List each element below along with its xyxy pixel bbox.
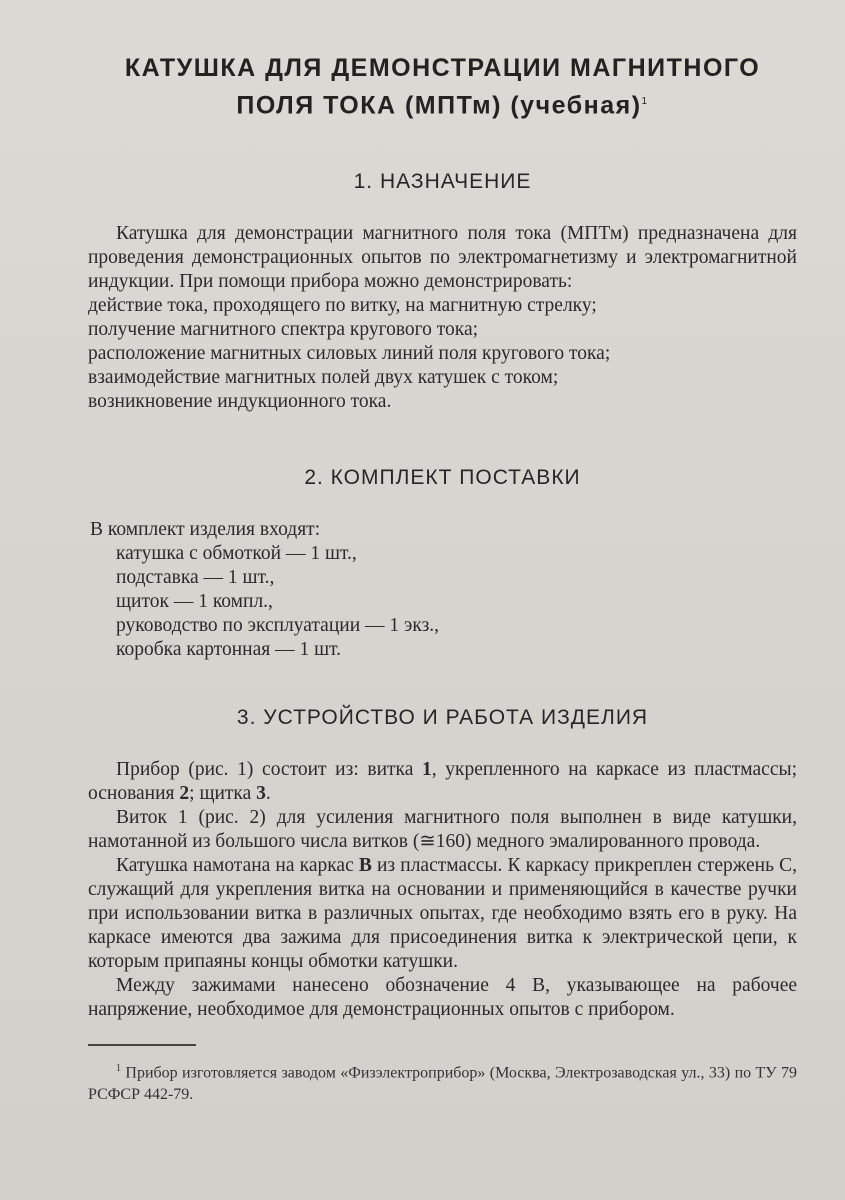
section-3-heading: 3. УСТРОЙСТВО И РАБОТА ИЗДЕЛИЯ — [236, 706, 649, 730]
section-2-intro: В комплект изделия входят: — [90, 519, 321, 541]
list-item: коробка картонная — 1 шт. — [116, 639, 342, 661]
section-1-list — [88, 294, 797, 414]
title-footnote-mark: 1 — [641, 96, 649, 107]
list-item: руководство по эксплуатации — 1 экз., — [116, 615, 440, 637]
title-line-1: КАТУШКА ДЛЯ ДЕМОНСТРАЦИИ МАГНИТНОГО — [124, 54, 761, 82]
title-line-2-text: ПОЛЯ ТОКА (МПТм) (учебная) — [236, 91, 642, 120]
list-item: взаимодействие магнитных полей двух катушек с током; — [88, 367, 559, 389]
p1-ref-1: 1 — [422, 759, 432, 781]
footnote-mark: 1 — [116, 1063, 121, 1075]
section-design-operation — [88, 706, 797, 1022]
section-2-list — [88, 542, 797, 662]
p1-ref-2: 2 — [179, 783, 190, 805]
list-item: расположение магнитных силовых линий поля кругового тока; — [88, 343, 611, 365]
section-3-paragraph-1 — [88, 758, 797, 806]
footnote-divider — [88, 1044, 196, 1046]
section-3-paragraph-2: Виток 1 (рис. 2) для усиления магнитного поля выполнен в виде катушки, намотанной из большого числа витков (≅160) медного эмалированного провода. — [88, 807, 797, 853]
p3-text-a: Катушка намотана на каркас — [116, 855, 359, 877]
p1-ref-3: 3 — [256, 783, 266, 805]
p1-text-d: ; щитка — [189, 783, 257, 805]
list-item: возникновение индукционного тока. — [88, 391, 392, 413]
list-item: действие тока, проходящего по витку, на магнитную стрелку; — [88, 295, 597, 317]
p3-text-c: из пластмассы. К каркасу прикреплен стержень С, служащий для укрепления витка на основании и применяющийся в качестве ручки при использовании витка в различных опытах, где необходимо взять его в руку. На каркасе имеются два зажима для присоединения витка к электрической цепи, к которым припаяны концы обмотки катушки. — [88, 855, 798, 973]
list-item: щиток — 1 компл., — [116, 591, 273, 613]
section-3-paragraph-3 — [88, 854, 797, 974]
p1-text-a: Прибор (рис. 1) состоит из: витка — [116, 759, 422, 781]
section-1-intro: Катушка для демонстрации магнитного поля тока (МПТм) предназначена для проведения демонстрационных опытов по электромагнетизму и электромагнитной индукции. При помощи прибора можно демонстрировать: — [88, 223, 797, 293]
list-item: подставка — 1 шт., — [116, 567, 275, 589]
list-item: получение магнитного спектра кругового тока; — [88, 319, 479, 341]
section-delivery-set — [88, 466, 797, 662]
p1-text-e: . — [265, 783, 271, 805]
document-title — [88, 52, 797, 122]
footnote-text: Прибор изготовляется заводом «Физэлектроприбор» (Москва, Электрозаводская ул., 33) по ТУ 79 РСФСР 442-79. — [88, 1064, 798, 1103]
footnote — [88, 1058, 797, 1104]
section-3-paragraph-4: Между зажимами нанесено обозначение 4 В, указывающее на рабочее напряжение, необходимое для демонстрационных опытов с прибором. — [88, 975, 797, 1021]
section-purpose — [88, 170, 797, 414]
section-1-heading: 1. НАЗНАЧЕНИЕ — [353, 170, 532, 194]
p3-ref-b: В — [358, 855, 372, 877]
list-item: катушка с обмоткой — 1 шт., — [116, 543, 357, 565]
title-line-2 — [88, 85, 797, 122]
p1-text-c: , укрепленного на каркасе из пластмассы; основания — [88, 759, 797, 805]
section-2-heading: 2. КОМПЛЕКТ ПОСТАВКИ — [304, 466, 581, 490]
